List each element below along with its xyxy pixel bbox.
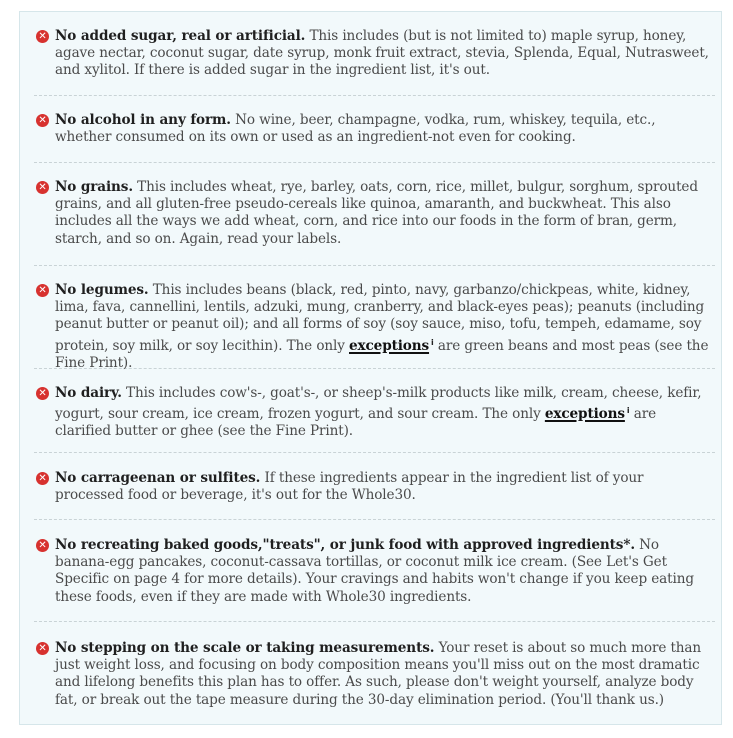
rule-title: No dairy. <box>55 385 122 401</box>
rule-title: No carrageenan or sulfites. <box>55 470 261 486</box>
close-circle-icon: ✕ <box>36 114 49 127</box>
close-circle-icon: ✕ <box>36 387 49 400</box>
rule-text: This includes (but is not limited to) maple syrup, honey, agave nectar, coconut sugar, date syrup, monk fruit extract, stevia, Splenda, Equal, Nutrasweet, and xylitol. If there is added sugar in the ingredient list, it's out. <box>55 28 709 79</box>
rule-text: Your reset is about so much more than just weight loss, and focusing on body composition means you'll miss out on the most dramatic and lifelong benefits this plan has to offer. As such, please don't weight yourself, analyze body fat, or break out the tape measure during the 30-day elimination period. (You'll thank us.) <box>55 640 702 708</box>
close-circle-icon: ✕ <box>36 30 49 43</box>
rule-text: are clarified butter or ghee (see the Fine Print). <box>55 406 657 440</box>
rule-no-sugar <box>34 28 715 96</box>
close-circle-icon: ✕ <box>36 539 49 552</box>
exceptions-link[interactable]: exceptions <box>544 406 625 423</box>
rule-no-legumes <box>34 282 715 369</box>
rule-text: No banana-egg pancakes, coconut-cassava tortillas, or coconut milk ice cream. (See Let's Get Specific on page 4 for more details). Your cravings and habits won't change if you keep eating these foods, even if they are made with Whole30 ingredients. <box>55 537 694 605</box>
close-circle-icon: ✕ <box>36 642 49 655</box>
rule-no-dairy <box>34 385 715 453</box>
rule-no-carrageenan <box>34 470 715 520</box>
info-superscript[interactable]: i <box>626 406 630 416</box>
rule-text: This includes cow's-, goat's-, or sheep's-milk products like milk, cream, cheese, kefir, yogurt, sour cream, ice cream, frozen yogurt, and sour cream. The only <box>55 385 702 423</box>
close-circle-icon: ✕ <box>36 472 49 485</box>
rules-panel <box>19 11 722 725</box>
rule-text: No wine, beer, champagne, vodka, rum, whiskey, tequila, etc., whether consumed on its own or used as an ingredient-not even for cooking. <box>55 112 656 146</box>
info-superscript[interactable]: i <box>431 337 434 347</box>
rule-text: This includes beans (black, red, pinto, navy, garbanzo/chickpeas, white, kidney, lima, fava, cannellini, lentils, adzuki, mung, cranberry, and black-eyes peas); peanuts (including peanut butter or peanut oil); and all forms of soy (soy sauce, miso, tofu, tempeh, edamame, soy protein, soy milk, or soy lecithin). The only <box>55 282 705 354</box>
rule-text: If these ingredients appear in the ingredient list of your processed food or beverage, it's out for the Whole30. <box>55 470 644 504</box>
close-circle-icon: ✕ <box>36 181 49 194</box>
rule-text: are green beans and most peas (see the Fine Print). <box>55 337 709 371</box>
exceptions-link[interactable]: exceptions <box>349 337 430 354</box>
rule-title: No legumes. <box>55 282 149 298</box>
rule-title: No added sugar, real or artificial. <box>55 28 306 44</box>
rule-title: No alcohol in any form. <box>55 112 231 128</box>
rule-title: No recreating baked goods,"treats", or junk food with approved ingredients*. <box>55 537 635 553</box>
rule-no-alcohol <box>34 112 715 163</box>
close-circle-icon: ✕ <box>36 284 49 297</box>
rule-no-grains <box>34 179 715 266</box>
rule-title: No stepping on the scale or taking measurements. <box>55 640 435 656</box>
rule-text: This includes wheat, rye, barley, oats, corn, rice, millet, bulgur, sorghum, sprouted grains, and all gluten-free pseudo-cereals like quinoa, amaranth, and buckwheat. This also includes all the ways we add wheat, corn, and rice into our foods in the form of bran, germ, starch, and so on. Again, read your labels. <box>55 179 698 247</box>
rule-no-scale <box>34 640 715 710</box>
rule-title: No grains. <box>55 179 133 195</box>
rule-no-recreating <box>34 537 715 622</box>
